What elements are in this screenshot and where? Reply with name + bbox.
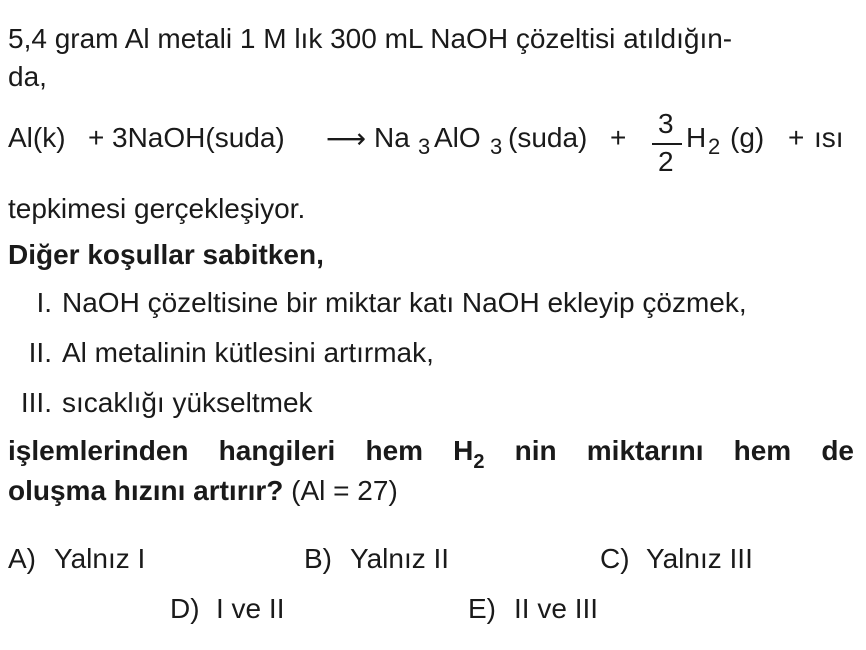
product-na-subscript: 3 [418, 134, 431, 159]
item-number: I. [36, 287, 52, 318]
product-h: H [686, 122, 707, 153]
item-text: sıcaklığı yükseltmek [62, 387, 313, 418]
question-text-b: nin miktarını hem de [514, 435, 854, 466]
product-na: Na [374, 122, 410, 153]
reaction-equation [8, 108, 858, 180]
intro-line-1: 5,4 gram Al metali 1 M lık 300 mL NaOH çözeltisi atıldığın- [8, 23, 733, 54]
item-number: III. [20, 387, 52, 418]
item-text: Al metalinin kütlesini artırmak, [62, 337, 434, 368]
question-line-1 [8, 434, 854, 479]
plus-sign: + [610, 122, 627, 153]
product-alo: AlO [434, 122, 481, 153]
option-label: D) [170, 593, 200, 624]
question-line-2 [8, 474, 398, 508]
atomic-mass-note: (Al = 27) [291, 475, 398, 506]
fraction-numerator: 3 [658, 108, 674, 139]
option-d[interactable] [170, 592, 284, 626]
product-h-subscript: 2 [708, 134, 721, 159]
option-text: I ve II [216, 593, 285, 624]
product-alo-subscript: 3 [490, 134, 503, 159]
option-a[interactable] [8, 542, 145, 576]
reactant-al: Al(k) [8, 122, 66, 153]
reaction-arrow: ⟶ [326, 123, 367, 154]
product-gas-state: (g) [730, 122, 765, 153]
option-text: Yalnız I [54, 543, 146, 574]
intro-line-2: da, [8, 61, 47, 92]
question-text-c: oluşma hızını artırır? [8, 475, 284, 506]
option-label: A) [8, 543, 36, 574]
question-text-a: işlemlerinden hangileri hem H [8, 435, 474, 466]
option-c[interactable] [600, 542, 753, 576]
plus-sign: + [788, 122, 805, 153]
option-b[interactable] [304, 542, 449, 576]
fraction-denominator: 2 [658, 146, 674, 177]
option-text: II ve III [514, 593, 599, 624]
plus-sign: + [88, 122, 105, 153]
option-label: E) [468, 593, 496, 624]
option-label: B) [304, 543, 332, 574]
item-text: NaOH çözeltisine bir miktar katı NaOH ekleyip çözmek, [62, 287, 747, 318]
conditions-heading: Diğer koşullar sabitken, [8, 239, 324, 270]
reaction-caption: tepkimesi gerçekleşiyor. [8, 193, 306, 224]
product-state: (suda) [508, 122, 588, 153]
reactant-naoh: 3NaOH(suda) [112, 122, 285, 153]
fraction-bar [652, 143, 682, 145]
item-number: II. [28, 337, 52, 368]
option-label: C) [600, 543, 630, 574]
option-text: Yalnız III [646, 543, 753, 574]
option-e[interactable] [468, 592, 598, 626]
question-subscript: 2 [473, 451, 485, 473]
heat-term: ısı [814, 122, 844, 153]
option-text: Yalnız II [350, 543, 450, 574]
coefficient-fraction [648, 108, 688, 180]
